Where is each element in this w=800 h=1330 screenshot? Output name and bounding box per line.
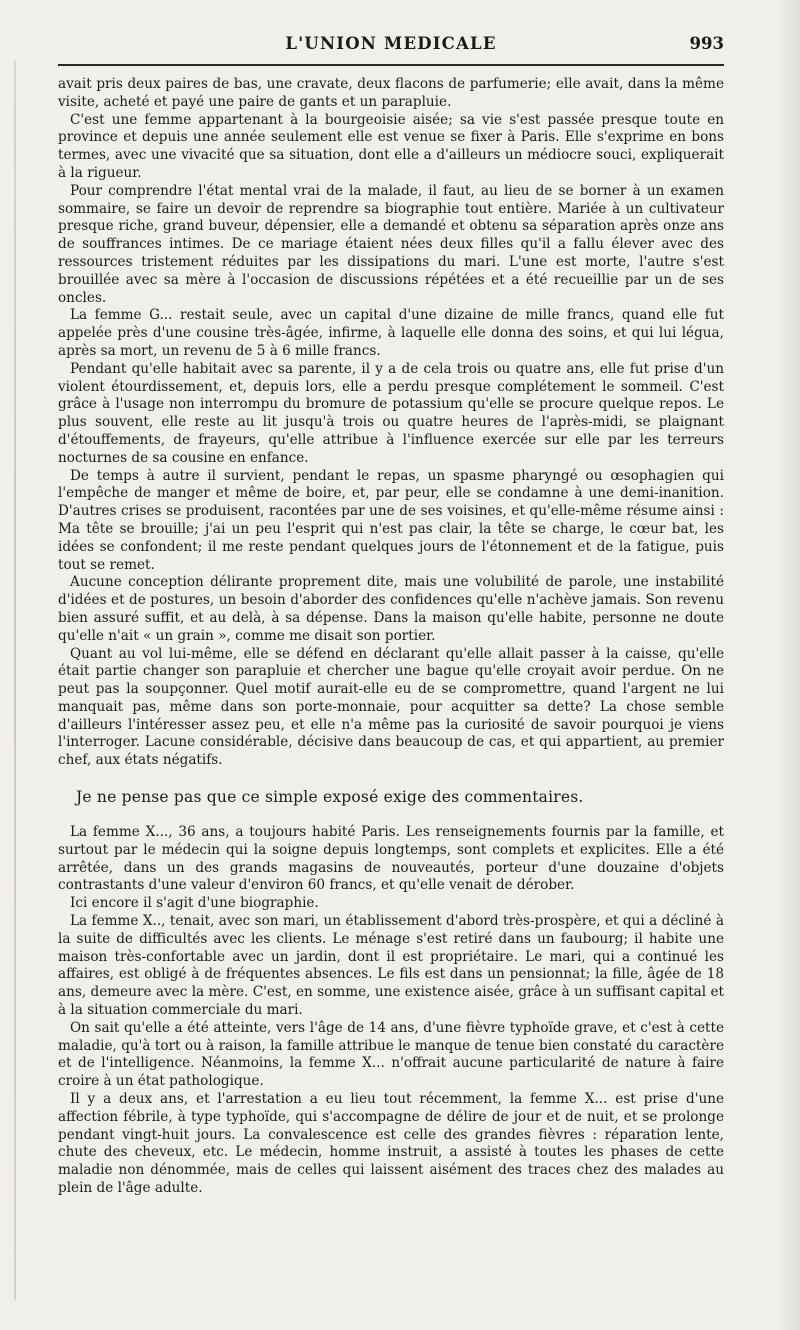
paragraph: Pour comprendre l'état mental vrai de la malade, il faut, au lieu de se borner à un examen sommaire, se faire un devoir de reprendre sa biographie tout entière. Mariée à un cultivateur presque riche, grand buveur, dépensier, elle a demandé et obtenu sa séparation après onze ans de souffrances intimes. De ce mariage étaient nées deux filles qu'il a fallu élever avec des ressources tristement réduites par les dissipations du mari. L'une est morte, l'autre s'est brouillée avec sa mère à l'occasion de discussions répétées et a été recueillie par un de ses oncles. xyxy=(58,182,724,306)
paragraph: La femme X.., tenait, avec son mari, un établissement d'abord très-prospère, et qui a décliné à la suite de difficultés avec les clients. Le ménage s'est retiré dans un faubourg; il habite une maison très-confortable avec un jardin, dont il est propriétaire. Le mari, qui a continué les affaires, est obligé à de fréquentes absences. Le fils est dans un pensionnat; la fille, âgée de 18 ans, demeure avec la mère. C'est, en somme, une existence aisée, grâce à un suffisant capital et à la situation commerciale du mari. xyxy=(58,913,724,1019)
running-header xyxy=(58,34,724,64)
body-text xyxy=(58,76,724,1198)
paragraph: Il y a deux ans, et l'arrestation a eu lieu tout récemment, la femme X... est prise d'une affection fébrile, à type typhoïde, qui s'accompagne de délire de jour et de nuit, et se prolonge pendant vingt-huit jours. La convalescence est celle des grandes fièvres : réparation lente, chute des cheveux, etc. Le médecin, homme instruit, a assisté à toutes les phases de cette maladie non dénommée, mais de celles qui laissent aisément des traces chez des malades au plein de l'âge adulte. xyxy=(58,1091,724,1197)
paragraph: La femme G... restait seule, avec un capital d'une dizaine de mille francs, quand elle fut appelée près d'une cousine très-âgée, infirme, à laquelle elle donna des soins, et qui lui légua, après sa mort, un revenu de 5 à 6 mille francs. xyxy=(58,307,724,359)
paragraph: C'est une femme appartenant à la bourgeoisie aisée; sa vie s'est passée presque toute en province et depuis une année seulement elle est venue se fixer à Paris. Elle s'exprime en bons termes, avec une vivacité que sa situation, dont elle a d'ailleurs un médiocre souci, expliquerait à la rigueur. xyxy=(58,111,724,181)
paragraph: La femme X..., 36 ans, a toujours habité Paris. Les renseignements fournis par la famille, et surtout par le médecin qui la soigne depuis longtemps, sont complets et explicites. Elle a été arrêtée, dans un des grands magasins de nouveautés, porteur d'une douzaine d'objets contrastants d'une valeur d'environ 60 francs, et qu'elle venait de dérober. xyxy=(58,824,724,894)
page-shadow xyxy=(778,0,800,1330)
paragraph: De temps à autre il survient, pendant le repas, un spasme pharyngé ou œsophagien qui l'empêche de manger et même de boire, et, par peur, elle se condamne à une demi-inanition. D'autres crises se produisent, racontées par une de ses voisines, et qu'elle-même résume ainsi : Ma tête se brouille; j'ai un peu l'esprit qui n'est pas clair, la tête se charge, le cœur bat, les idées se confondent; il me reste pendant quelques jours de l'étonnement et de la fatigue, puis tout se remet. xyxy=(58,467,724,573)
paragraph: Aucune conception délirante proprement dite, mais une volubilité de parole, une instabilité d'idées et de postures, un besoin d'aborder des confidences qu'elle n'achève jamais. Son revenu bien assuré suffit, et au delà, à sa dépense. Dans la maison qu'elle habite, personne ne doute qu'elle n'ait « un grain », comme me disait son portier. xyxy=(58,574,724,644)
paragraph: Ici encore il s'agit d'une biographie. xyxy=(70,895,319,912)
lead-sentence: Je ne pense pas que ce simple exposé exige des commentaires. xyxy=(76,788,584,807)
page-binding-edge xyxy=(14,60,16,1300)
journal-page xyxy=(58,34,724,1296)
paragraph: Pendant qu'elle habitait avec sa parente, il y a de cela trois ou quatre ans, elle fut prise d'un violent étourdissement, et, depuis lors, elle a perdu presque complétement le sommeil. C'est grâce à l'usage non interrompu du bromure de potassium qu'elle se procure quelque repos. Le plus souvent, elle reste au lit jusqu'à trois ou quatre heures de l'après-midi, se plaignant d'étouffements, de frayeurs, qu'elle attribue à l'influence exercée sur elle par les terreurs nocturnes de sa cousine en enfance. xyxy=(58,360,724,466)
paragraph: On sait qu'elle a été atteinte, vers l'âge de 14 ans, d'une fièvre typhoïde grave, et c'est à cette maladie, qu'à tort ou à raison, la famille attribue le manque de tenue bien constaté du caractère et de l'intelligence. Néanmoins, la femme X... n'offrait aucune particularité de nature à faire croire à un état pathologique. xyxy=(58,1019,724,1090)
page-number: 993 xyxy=(689,34,724,53)
paragraph: Quant au vol lui-même, elle se défend en déclarant qu'elle allait passer à la caisse, qu'elle était partie changer son parapluie et chercher une bague qu'elle croyait avoir perdue. On ne peut pas la soupçonner. Quel motif aurait-elle eu de se compromettre, quand l'argent ne lui manquait pas, même dans son porte-monnaie, pour acquitter sa dette? La chose semble d'ailleurs l'intéresser assez peu, et elle n'a même pas la curiosité de savoir pourquoi je viens l'interroger. Lacune considérable, décisive dans beaucoup de cas, et qui appartient, au premier chef, aux états négatifs. xyxy=(58,645,724,769)
journal-title: L'UNION MEDICALE xyxy=(285,34,497,53)
header-rule xyxy=(58,64,724,66)
paragraph: avait pris deux paires de bas, une cravate, deux flacons de parfumerie; elle avait, dans la même visite, acheté et payé une paire de gants et un parapluie. xyxy=(58,76,724,110)
